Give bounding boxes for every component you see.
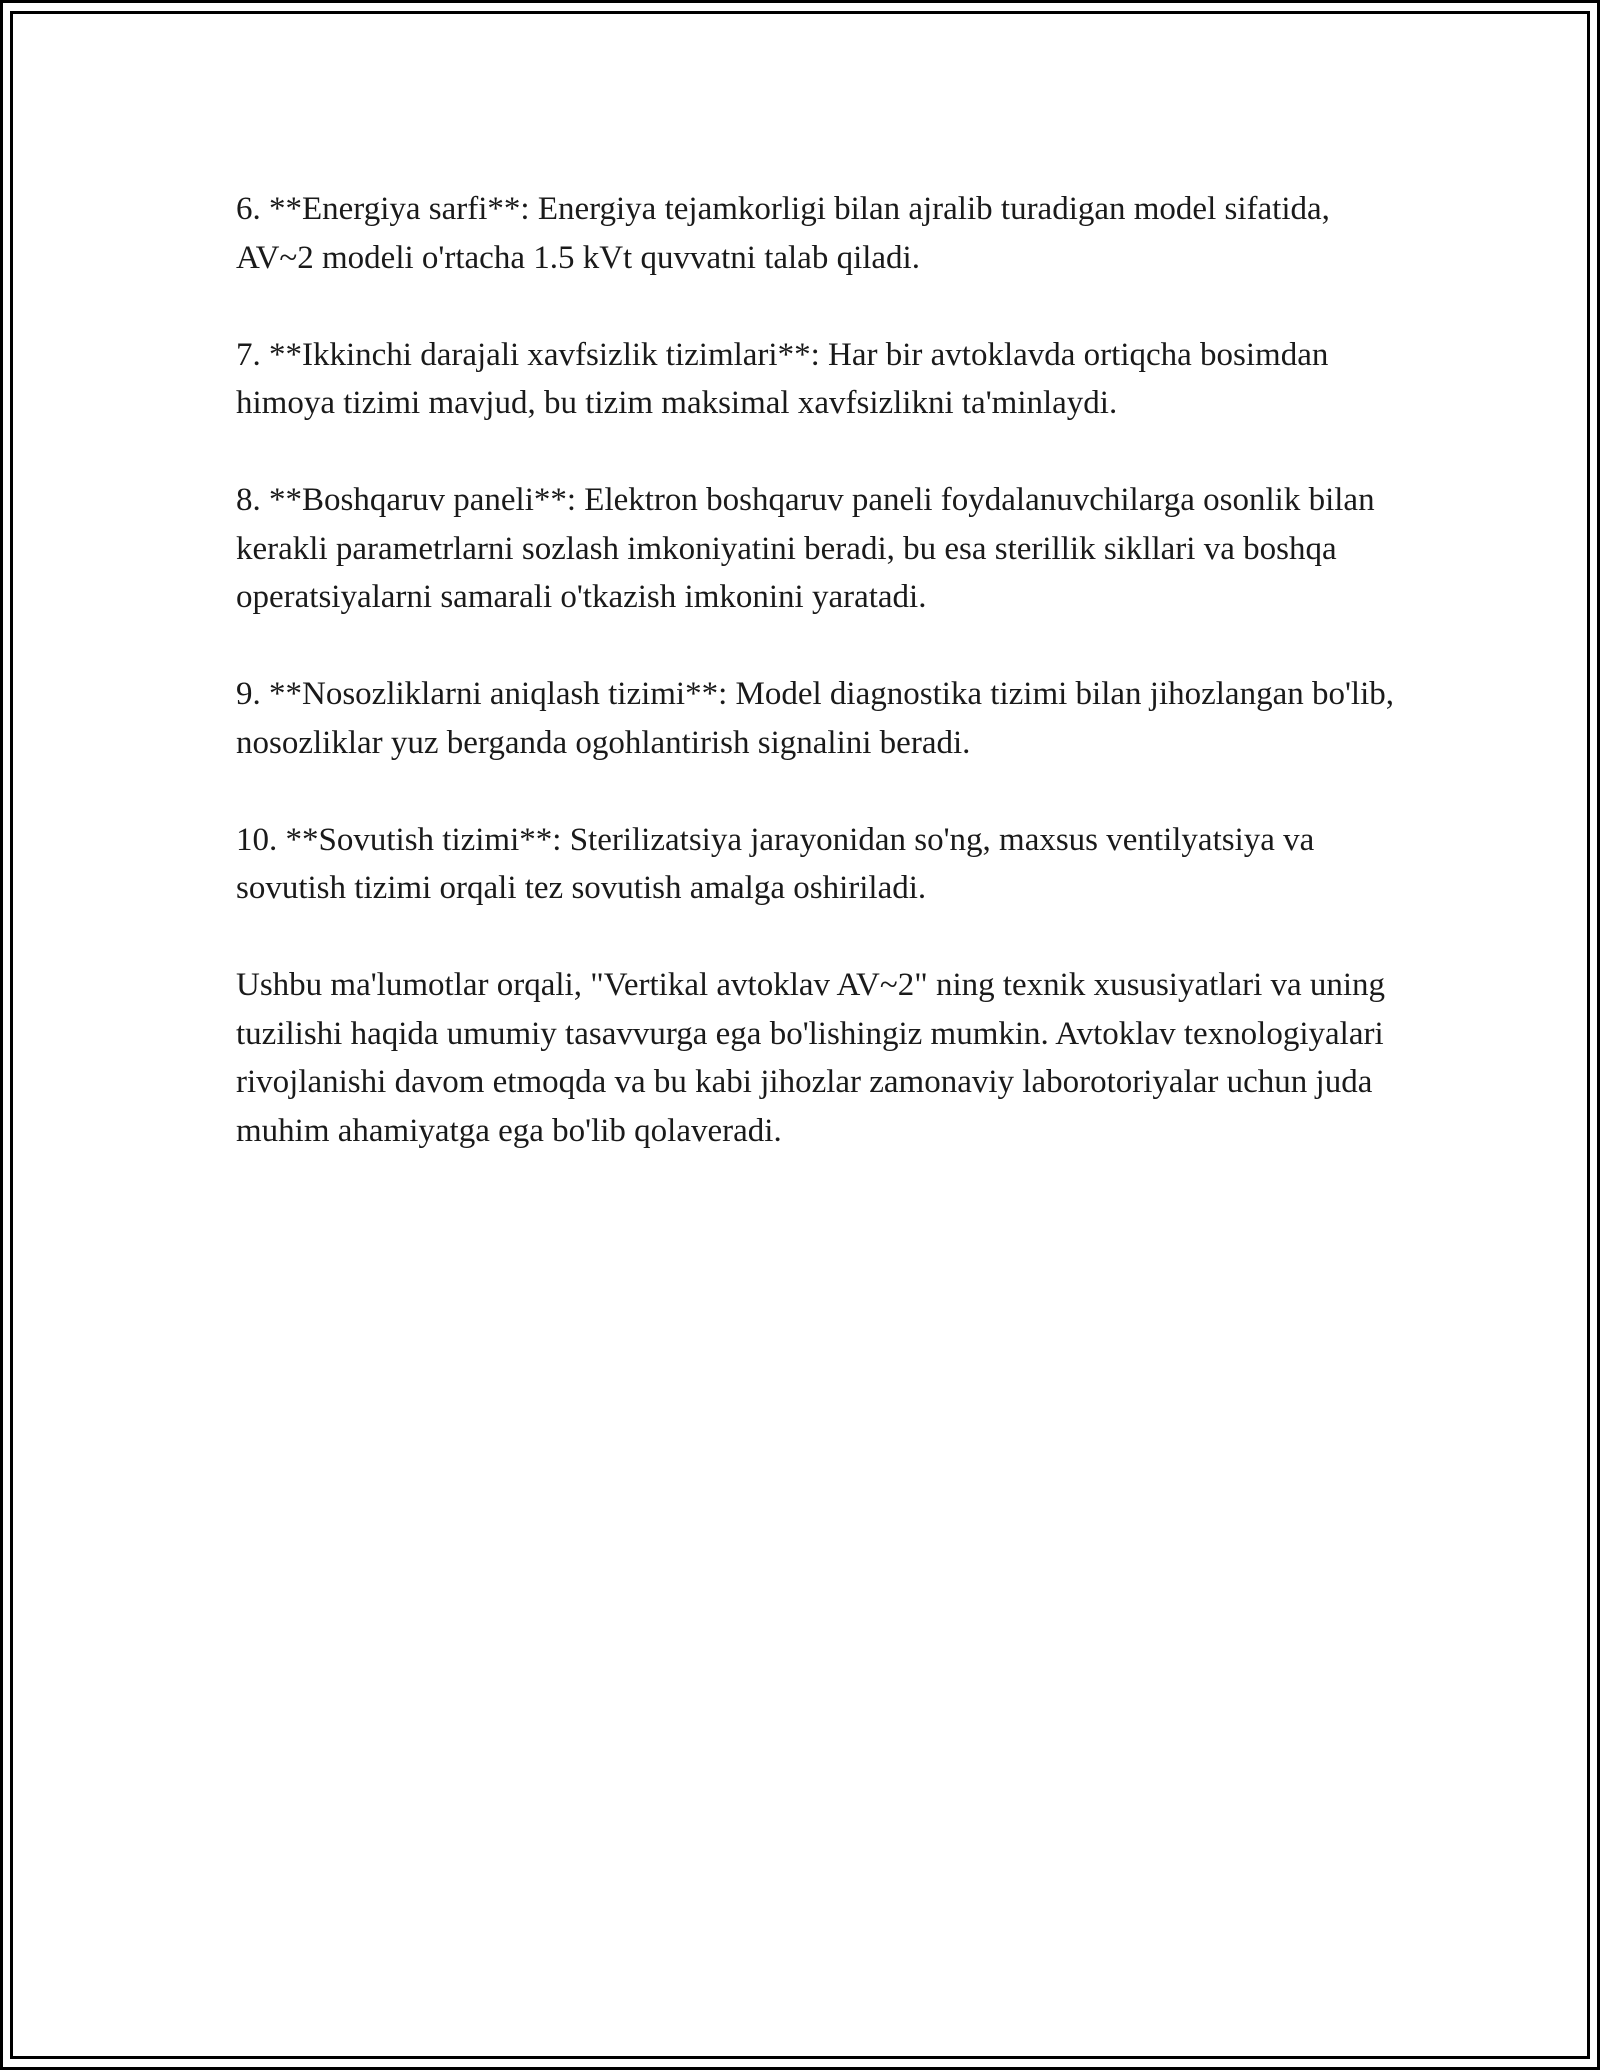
paragraph-item-9: 9. **Nosozliklarni aniqlash tizimi**: Model diagnostika tizimi bilan jihozlangan bo'lib, nosozliklar yuz berganda ogohlantirish signalini beradi.: [236, 676, 1395, 761]
paragraph-conclusion: Ushbu ma'lumotlar orqali, "Vertikal avtoklav AV~2" ning texnik xususiyatlari va uning tuzilishi haqida umumiy tasavvurga ega bo'lishingiz mumkin. Avtoklav texnologiyalari rivojlanishi davom etmoqda va bu kabi jihozlar zamonaviy laborotoriyalar uchun juda muhim ahamiyatga ega bo'lib qolaveradi.: [236, 967, 1386, 1149]
document-body: [236, 185, 1396, 1204]
paragraph-item-8: 8. **Boshqaruv paneli**: Elektron boshqaruv paneli foydalanuvchilarga osonlik bilan kerakli parametrlarni sozlash imkoniyatini beradi, bu esa sterillik sikllari va boshqa operatsiyalarni samarali o'tkazish imkonini yaratadi.: [236, 482, 1375, 615]
paragraph-item-6: 6. **Energiya sarfi**: Energiya tejamkorligi bilan ajralib turadigan model sifatida, AV~2 modeli o'rtacha 1.5 kVt quvvatni talab qiladi.: [236, 191, 1330, 276]
paragraph-item-7: 7. **Ikkinchi darajali xavfsizlik tizimlari**: Har bir avtoklavda ortiqcha bosimdan himoya tizimi mavjud, bu tizim maksimal xavfsizlikni ta'minlaydi.: [236, 336, 1329, 421]
paragraph-item-10: 10. **Sovutish tizimi**: Sterilizatsiya jarayonidan so'ng, maxsus ventilyatsiya va sovutish tizimi orqali tez sovutish amalga oshiriladi.: [236, 821, 1315, 906]
